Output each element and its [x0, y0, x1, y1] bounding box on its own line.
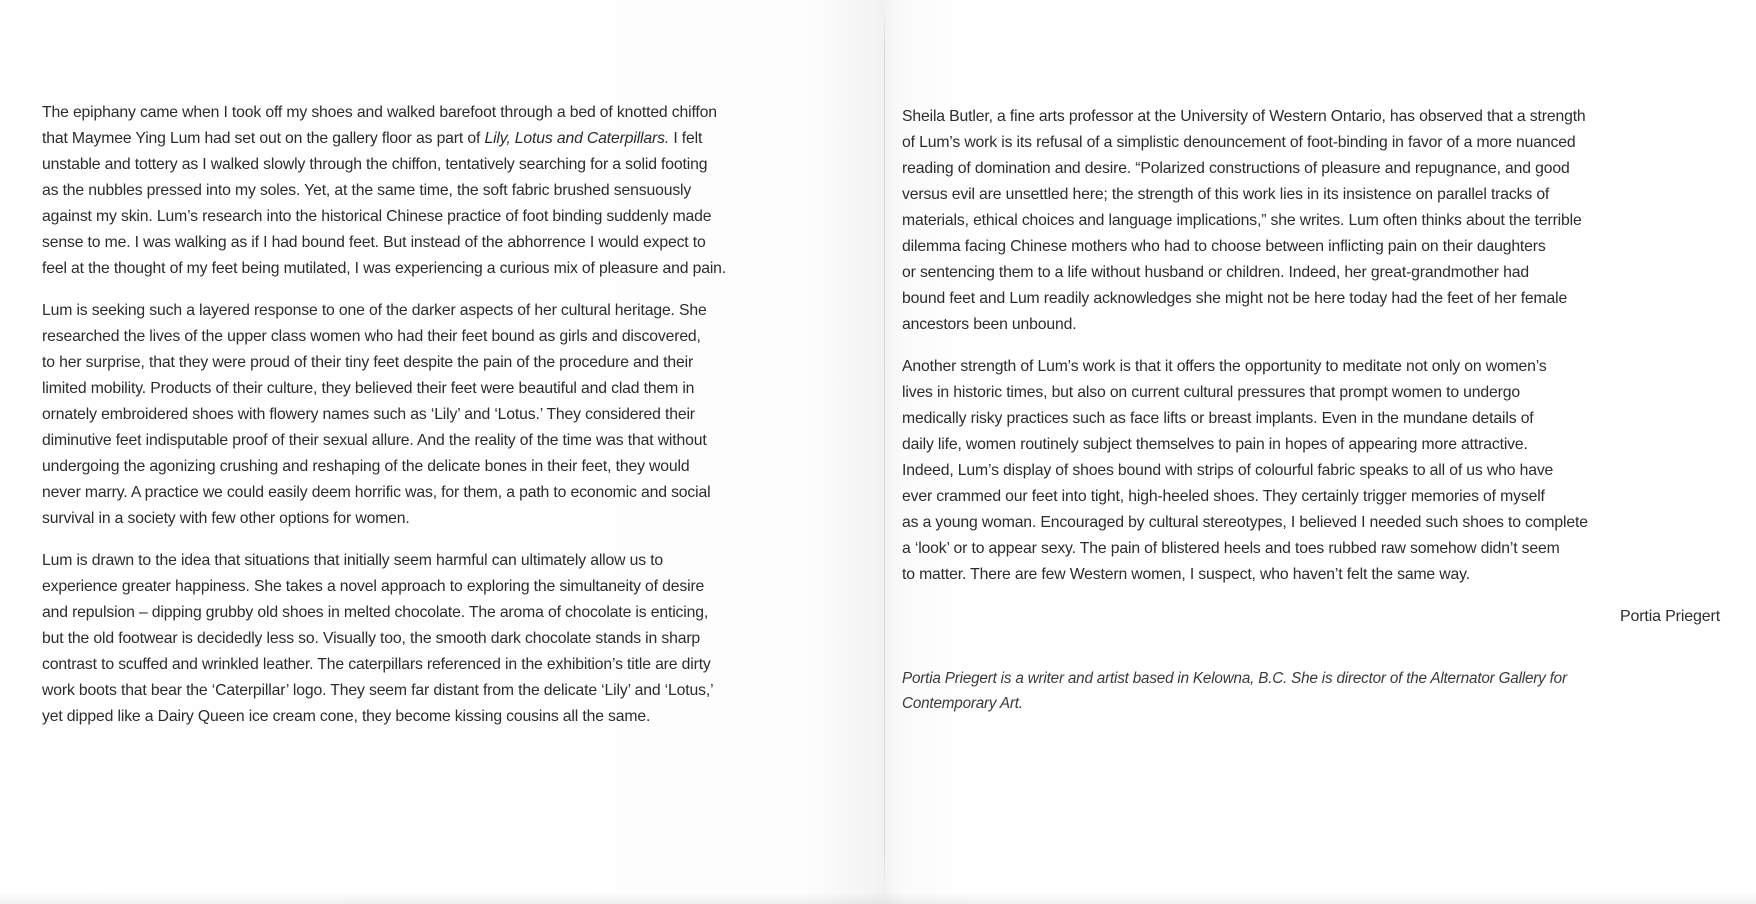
- text-line: reading of domination and desire. “Polarized constructions of pleasure and repugnance, and good: [902, 160, 1570, 177]
- text-line: dilemma facing Chinese mothers who had to choose between inflicting pain on their daughters: [902, 238, 1546, 255]
- text-line-with-exhibition-title: [42, 126, 855, 152]
- bio-line: Contemporary Art.: [902, 695, 1023, 712]
- text-line: bound feet and Lum readily acknowledges she might not be here today had the feet of her female: [902, 290, 1568, 307]
- author-signature: Portia Priegert: [1619, 608, 1720, 625]
- text-line: a ‘look’ or to appear sexy. The pain of blistered heels and toes rubbed raw somehow didn’t seem: [902, 540, 1560, 557]
- exhibition-title: Lily, Lotus and Caterpillars.: [484, 130, 670, 147]
- bio-line: Portia Priegert is a writer and artist based in Kelowna, B.C. She is director of the Alternator Gallery for: [902, 670, 1567, 687]
- left-page: [42, 100, 867, 904]
- left-paragraph-1: [42, 100, 867, 282]
- text-line: work boots that bear the ‘Caterpillar’ logo. They seem far distant from the delicate ‘Lily’ and ‘Lotus,’: [42, 682, 714, 699]
- text-line: Lum is drawn to the idea that situations that initially seem harmful can ultimately allow us to: [42, 552, 664, 569]
- text-line: experience greater happiness. She takes a novel approach to exploring the simultaneity of desire: [42, 578, 705, 595]
- text-line: materials, ethical choices and language implications,” she writes. Lum often thinks about the terrible: [902, 212, 1582, 229]
- text-line: lives in historic times, but also on current cultural pressures that prompt women to undergo: [902, 384, 1520, 401]
- text-line: ever crammed our feet into tight, high-heeled shoes. They certainly trigger memories of myself: [902, 488, 1545, 505]
- text-line: or sentencing them to a life without husband or children. Indeed, her great-grandmother had: [902, 264, 1529, 281]
- book-gutter: [884, 10, 885, 894]
- text-line: yet dipped like a Dairy Queen ice cream cone, they become kissing cousins all the same.: [42, 708, 651, 725]
- text-line: undergoing the agonizing crushing and reshaping of the delicate bones in their feet, they would: [42, 458, 690, 475]
- text-line: sense to me. I was walking as if I had bound feet. But instead of the abhorrence I would expect to: [42, 234, 706, 251]
- text-line: feel at the thought of my feet being mutilated, I was experiencing a curious mix of pleasure and pain.: [42, 260, 727, 277]
- right-page: [902, 104, 1720, 904]
- text-line: survival in a society with few other options for women.: [42, 510, 410, 527]
- text-line: ornately embroidered shoes with flowery names such as ‘Lily’ and ‘Lotus.’ They considered their: [42, 406, 695, 423]
- text-line: diminutive feet indisputable proof of their sexual allure. And the reality of the time was that without: [42, 432, 707, 449]
- text-line: Lum is seeking such a layered response to one of the darker aspects of her cultural heritage. She: [42, 302, 707, 319]
- text-fragment: I felt: [669, 130, 703, 147]
- text-line: of Lum’s work is its refusal of a simplistic denouncement of foot-binding in favor of a more nuanced: [902, 134, 1576, 151]
- left-paragraph-2: [42, 298, 867, 532]
- right-paragraph-1: [902, 104, 1720, 338]
- text-line: and repulsion – dipping grubby old shoes in melted chocolate. The aroma of chocolate is enticing,: [42, 604, 709, 621]
- text-line: researched the lives of the upper class women who had their feet bound as girls and discovered,: [42, 328, 701, 345]
- text-line: to her surprise, that they were proud of their tiny feet despite the pain of the procedure and their: [42, 354, 694, 371]
- left-paragraph-3: [42, 548, 867, 730]
- text-line: never marry. A practice we could easily deem horrific was, for them, a path to economic and social: [42, 484, 711, 501]
- text-line: The epiphany came when I took off my shoes and walked barefoot through a bed of knotted chiffon: [42, 104, 717, 121]
- author-bio: [902, 666, 1720, 716]
- text-line: Another strength of Lum’s work is that it offers the opportunity to meditate not only on women’s: [902, 358, 1547, 375]
- text-line: contrast to scuffed and wrinkled leather. The caterpillars referenced in the exhibition’s title are dirty: [42, 656, 711, 673]
- right-paragraph-2: [902, 354, 1720, 588]
- text-line: to matter. There are few Western women, I suspect, who haven’t felt the same way.: [902, 566, 1470, 583]
- text-line: but the old footwear is decidedly less so. Visually too, the smooth dark chocolate stands in sharp: [42, 630, 701, 647]
- text-line: as the nubbles pressed into my soles. Yet, at the same time, the soft fabric brushed sensuously: [42, 182, 692, 199]
- text-line: limited mobility. Products of their culture, they believed their feet were beautiful and clad them in: [42, 380, 695, 397]
- text-line: medically risky practices such as face lifts or breast implants. Even in the mundane details of: [902, 410, 1534, 427]
- text-line: daily life, women routinely subject themselves to pain in hopes of appearing more attractive.: [902, 436, 1528, 453]
- text-line: versus evil are unsettled here; the strength of this work lies in its insistence on parallel tracks of: [902, 186, 1550, 203]
- text-line: unstable and tottery as I walked slowly through the chiffon, tentatively searching for a solid footing: [42, 156, 708, 173]
- text-line: ancestors been unbound.: [902, 316, 1077, 333]
- text-line: Indeed, Lum’s display of shoes bound with strips of colourful fabric speaks to all of us who have: [902, 462, 1554, 479]
- text-line: against my skin. Lum’s research into the historical Chinese practice of foot binding suddenly made: [42, 208, 712, 225]
- text-line: as a young woman. Encouraged by cultural stereotypes, I believed I needed such shoes to complete: [902, 514, 1588, 531]
- text-line: Sheila Butler, a fine arts professor at the University of Western Ontario, has observed that a strength: [902, 108, 1586, 125]
- text-fragment: that Maymee Ying Lum had set out on the gallery floor as part of: [42, 130, 485, 147]
